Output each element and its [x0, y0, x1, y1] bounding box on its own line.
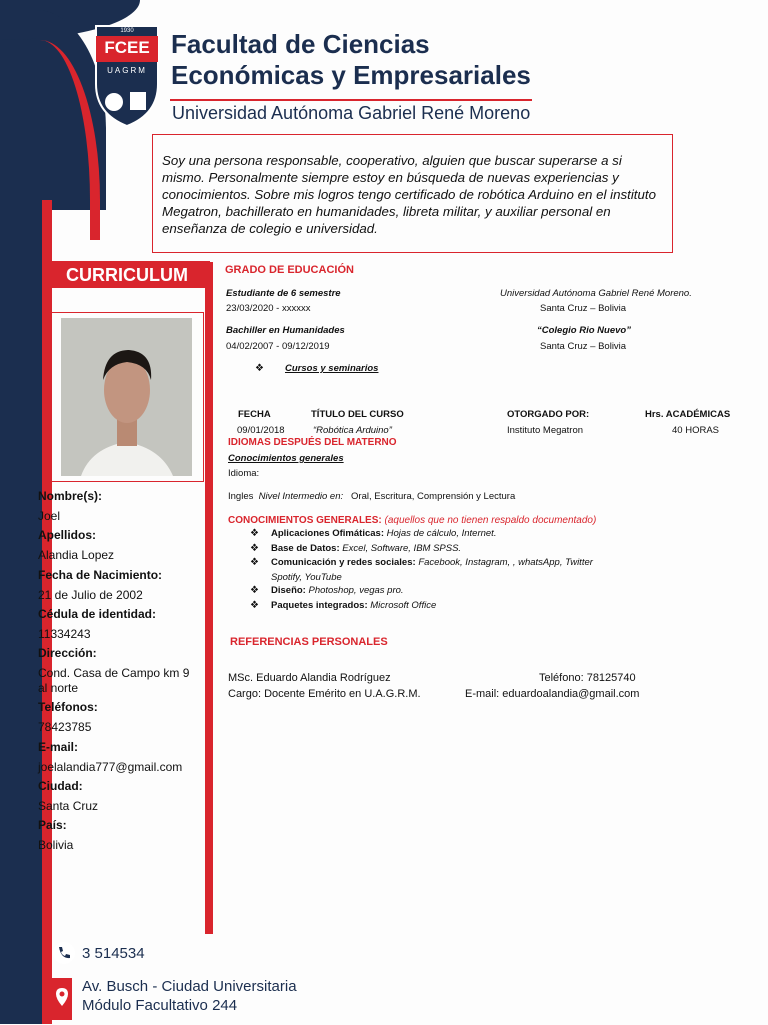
phone-icon [52, 941, 76, 965]
field-label: E-mail: [38, 740, 79, 754]
knowledge-item-label: Base de Datos: [271, 543, 340, 554]
profile-photo [61, 318, 192, 476]
course-title: “Robótica Arduino” [313, 425, 392, 436]
curriculum-label: CURRICULUM [44, 261, 210, 288]
education-heading: GRADO DE EDUCACIÓN [225, 264, 354, 276]
location-pin-icon [52, 978, 72, 1020]
edu2-title: Bachiller en Humanidades [226, 325, 345, 336]
field-value: Bolivia [38, 838, 74, 852]
field-label: Teléfonos: [38, 700, 98, 714]
knowledge-item-value: Spotify, YouTube [271, 572, 342, 583]
courses-label: Cursos y seminarios [285, 363, 379, 374]
diamond-bullet-icon: ❖ [250, 557, 259, 568]
edu1-institution: Universidad Autónoma Gabriel René Moreno. [500, 288, 692, 299]
profile-summary: Soy una persona responsable, cooperativo, alguien que buscar superarse a si mismo. Personalmente siempre estoy en búsqueda de nuevas experiencias y conocimientos. Sobre mis logros tengo certificado de robótica Arduino en el instituto Megatron, bachillerato en humanidades, libreta militar, y auxiliar personal en enseñanza de colegio e universidad. [152, 134, 673, 253]
edu2-location: Santa Cruz – Bolivia [540, 341, 627, 352]
faculty-title-line2: Económicas y Empresariales [171, 60, 531, 90]
field-label: País: [38, 818, 67, 832]
footer-address-line2: Módulo Facultativo 244 [82, 997, 238, 1014]
knowledge-heading: CONOCIMIENTOS GENERALES: [228, 515, 382, 526]
footer-phone: 3 514534 [82, 945, 145, 962]
faculty-logo [94, 24, 160, 128]
course-header-date: FECHA [238, 409, 271, 420]
edu2-dates: 04/02/2007 - 09/12/2019 [226, 341, 330, 352]
course-header-title: TÍTULO DEL CURSO [311, 409, 404, 420]
knowledge-item-value: Facebook, Instagram, , whatsApp, Twitter [418, 557, 593, 568]
sidebar-divider [205, 262, 213, 934]
field-value: 21 de Julio de 2002 [38, 588, 143, 602]
university-name: Universidad Autónoma Gabriel René Moreno [172, 103, 531, 123]
idioma-label: Idioma: [228, 468, 260, 479]
course-header-hours: Hrs. ACADÉMICAS [645, 409, 731, 420]
course-by: Instituto Megatron [507, 425, 584, 436]
knowledge-item-value: Excel, Software, IBM SPSS. [342, 543, 462, 554]
knowledge-item-value: Microsoft Office [370, 600, 437, 611]
field-label: Cédula de identidad: [38, 607, 157, 621]
language-row [228, 491, 515, 502]
footer-address [82, 977, 297, 1015]
knowledge-item [271, 600, 436, 611]
logo-text: FCEE [104, 38, 150, 57]
diamond-bullet-icon: ❖ [255, 363, 264, 374]
reference-email: E-mail: eduardoalandia@gmail.com [465, 688, 640, 700]
course-hours: 40 HORAS [672, 425, 719, 436]
edu1-title: Estudiante de 6 semestre [226, 288, 341, 299]
knowledge-item-label: Comunicación y redes sociales: [271, 557, 416, 568]
diamond-bullet-icon: ❖ [250, 528, 259, 539]
knowledge-item-value: Photoshop, vegas pro. [308, 585, 404, 596]
faculty-title-line1: Facultad de Ciencias [171, 29, 430, 59]
knowledge-heading-row [228, 515, 596, 526]
edu2-institution: “Colegio Rio Nuevo” [537, 325, 631, 336]
field-value: joelalandia777@gmail.com [38, 760, 183, 774]
course-header-by: OTORGADO POR: [507, 409, 590, 420]
edu1-location: Santa Cruz – Bolivia [540, 303, 627, 314]
knowledge-item [271, 572, 342, 583]
knowledge-note: (aquellos que no tienen respaldo documentado) [384, 515, 597, 526]
field-label: Apellidos: [38, 528, 97, 542]
field-label: Dirección: [38, 646, 97, 660]
knowledge-item-value: Hojas de cálculo, Internet. [386, 528, 497, 539]
field-label: Fecha de Nacimiento: [38, 568, 163, 582]
field-value: Cond. Casa de Campo km 9 al norte [38, 666, 190, 695]
languages-heading: IDIOMAS DESPUÉS DEL MATERNO [228, 437, 397, 448]
knowledge-item-label: Paquetes integrados: [271, 600, 368, 611]
language-name: Ingles [228, 491, 254, 502]
language-skills: Oral, Escritura, Comprensión y Lectura [351, 491, 516, 502]
knowledge-item [271, 557, 593, 568]
reference-role: Cargo: Docente Emérito en U.A.G.R.M. [228, 688, 421, 700]
knowledge-item-label: Aplicaciones Ofimáticas: [271, 528, 384, 539]
field-label: Nombre(s): [38, 489, 103, 503]
field-value: Santa Cruz [38, 799, 99, 813]
header-divider [170, 99, 532, 101]
language-level: Nivel Intermedio en: [258, 491, 344, 502]
diamond-bullet-icon: ❖ [250, 585, 259, 596]
field-value: Joel [38, 509, 61, 523]
field-value: 11334243 [38, 627, 91, 641]
diamond-bullet-icon: ❖ [250, 543, 259, 554]
field-value: Alandia Lopez [38, 548, 115, 562]
logo-year: 1930 [120, 28, 134, 34]
reference-phone: Teléfono: 78125740 [539, 672, 636, 684]
logo-subtext: UAGRM [107, 66, 147, 75]
field-value: 78423785 [38, 720, 92, 734]
references-heading: REFERENCIAS PERSONALES [230, 636, 388, 648]
reference-name: MSc. Eduardo Alandia Rodríguez [228, 672, 391, 684]
knowledge-item-label: Diseño: [271, 585, 306, 596]
field-label: Ciudad: [38, 779, 83, 793]
knowledge-item [271, 528, 496, 539]
knowledge-item [271, 543, 461, 554]
footer-address-line1: Av. Busch - Ciudad Universitaria [82, 978, 297, 995]
edu1-dates: 23/03/2020 - xxxxxx [226, 303, 311, 314]
course-date: 09/01/2018 [237, 425, 285, 436]
knowledge-item [271, 585, 404, 596]
languages-sub: Conocimientos generales [228, 453, 344, 464]
diamond-bullet-icon: ❖ [250, 600, 259, 611]
